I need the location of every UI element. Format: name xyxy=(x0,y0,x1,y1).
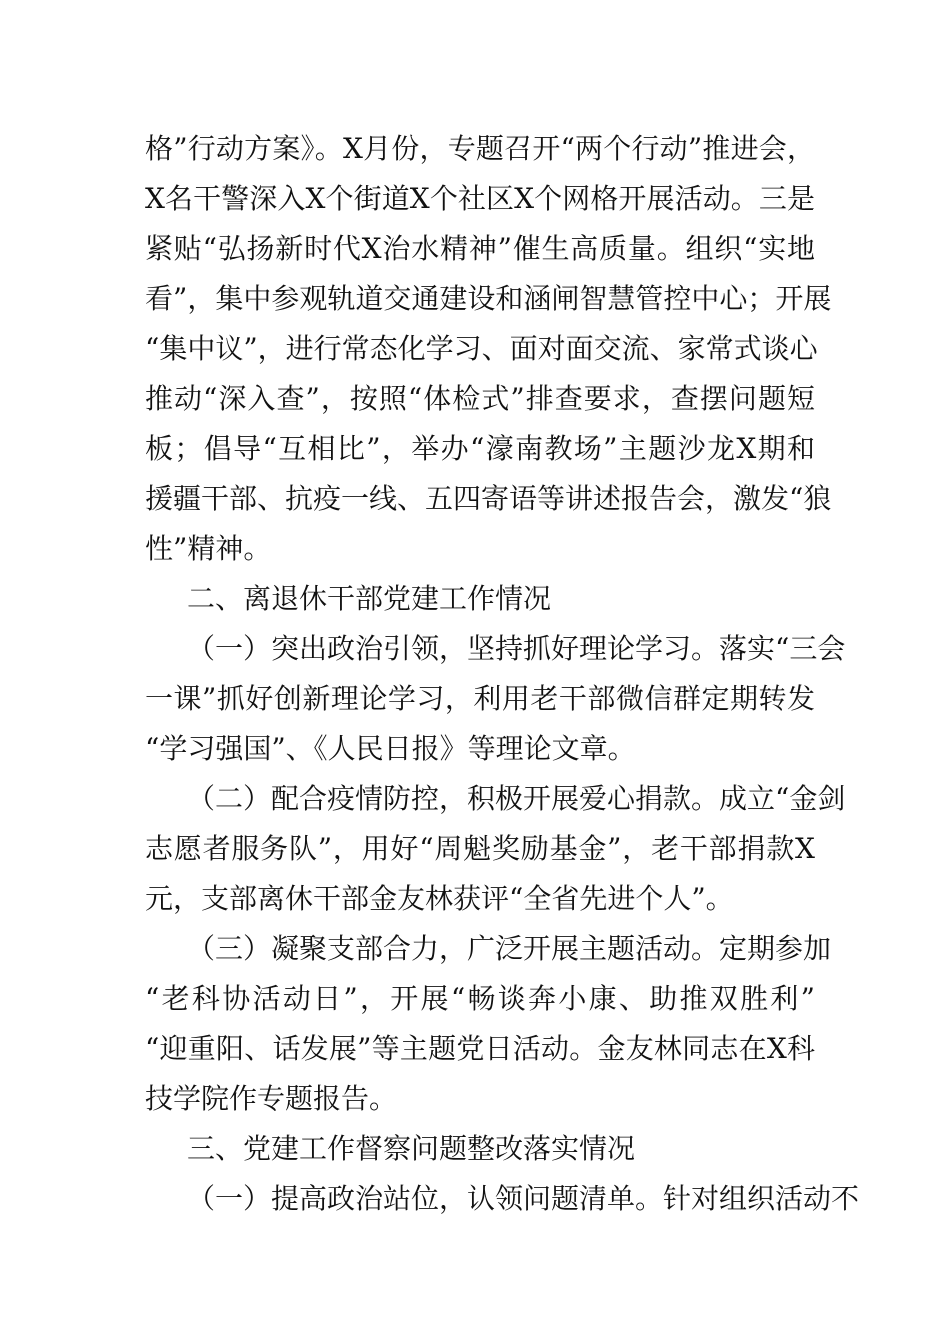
body-text-line: 元，支部离休干部金友林获评“全省先进个人”。 xyxy=(145,882,734,915)
body-text-line: 志愿者服务队”，用好“周魁奖励基金”，老干部捐款X xyxy=(145,832,815,865)
body-text-line: 技学院作专题报告。 xyxy=(145,1082,398,1115)
body-text-line: 板；倡导“互相比”，举办“濠南教场”主题沙龙X期和 xyxy=(145,432,815,465)
paragraph-first-line: （一）提高政治站位，认领问题清单。针对组织活动不 xyxy=(187,1182,860,1215)
body-text-line: “迎重阳、话发展”等主题党日活动。金友林同志在X科 xyxy=(145,1032,815,1065)
body-text-line: 性”精神。 xyxy=(145,532,272,565)
paragraph-first-line: （二）配合疫情防控，积极开展爱心捐款。成立“金剑 xyxy=(187,782,846,815)
body-text-line: X名干警深入X个街道X个社区X个网格开展活动。三是 xyxy=(145,182,815,215)
section-heading: 三、党建工作督察问题整改落实情况 xyxy=(187,1132,636,1165)
body-text-line: 紧贴“弘扬新时代X治水精神”催生高质量。组织“实地 xyxy=(145,232,815,265)
body-text-line: 推动“深入查”，按照“体检式”排查要求，查摆问题短 xyxy=(145,382,815,415)
body-text-line: “学习强国”、《人民日报》等理论文章。 xyxy=(145,732,636,765)
section-heading: 二、离退休干部党建工作情况 xyxy=(187,582,552,615)
paragraph-first-line: （一）突出政治引领，坚持抓好理论学习。落实“三会 xyxy=(187,632,846,665)
paragraph-first-line: （三）凝聚支部合力，广泛开展主题活动。定期参加 xyxy=(187,932,832,965)
body-text-line: 一课”抓好创新理论学习，利用老干部微信群定期转发 xyxy=(145,682,815,715)
body-text-line: 看”，集中参观轨道交通建设和涵闸智慧管控中心；开展 xyxy=(145,282,832,315)
body-text-line: “老科协活动日”，开展“畅谈奔小康、助推双胜利” xyxy=(145,982,815,1015)
body-text-line: 格”行动方案》。X月份，专题召开“两个行动”推进会， xyxy=(145,132,815,165)
body-text-line: “集中议”，进行常态化学习、面对面交流、家常式谈心 xyxy=(145,332,818,365)
body-text-line: 援疆干部、抗疫一线、五四寄语等讲述报告会，激发“狼 xyxy=(145,482,832,515)
